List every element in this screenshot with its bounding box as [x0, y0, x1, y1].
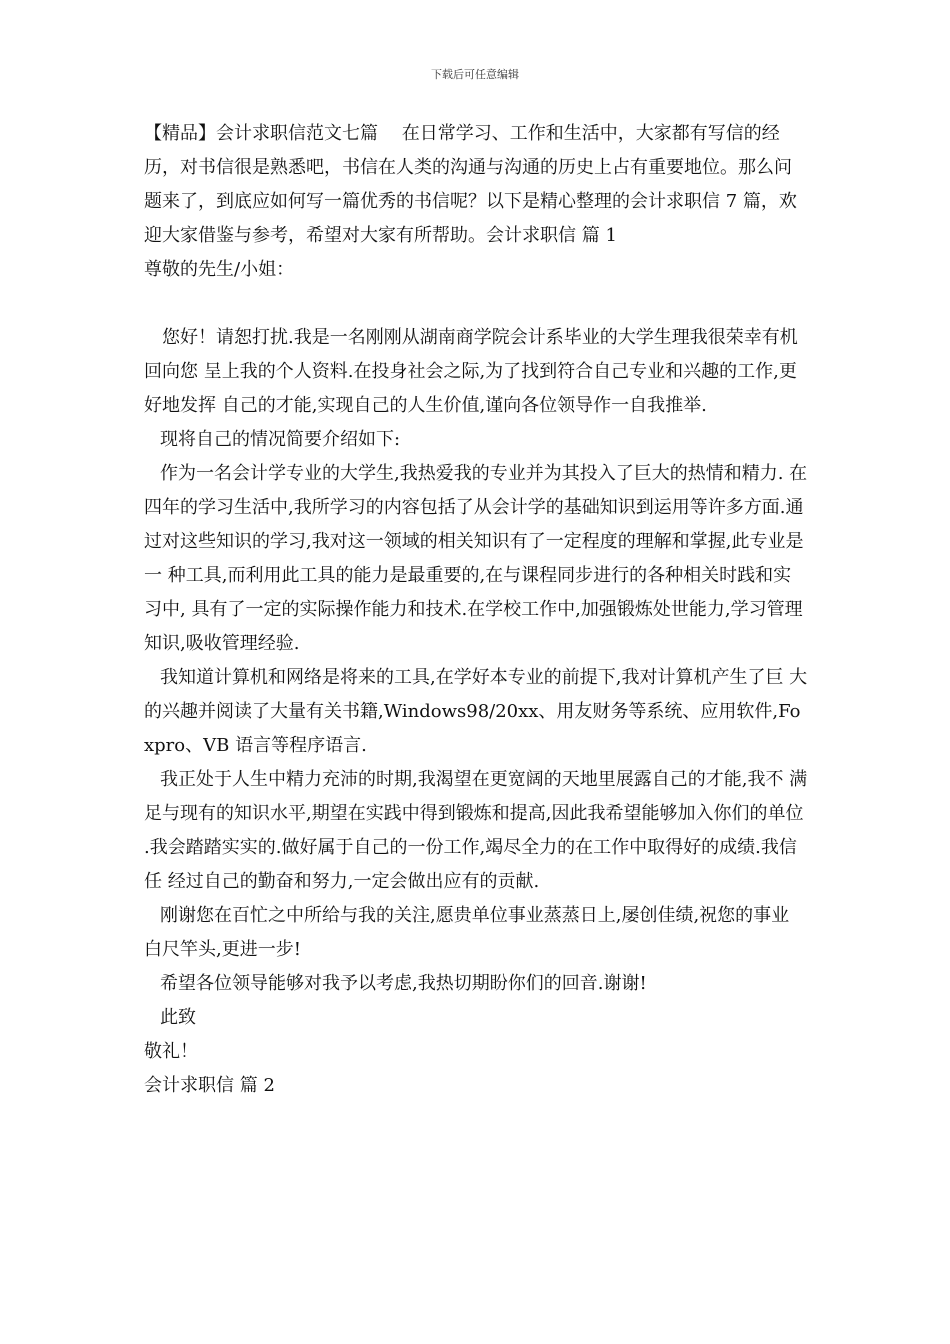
blank-line [144, 287, 808, 321]
aspiration-paragraph: 我正处于人生中精力充沛的时期,我渴望在更宽阔的天地里展露自己的才能,我不 满足与现有的知识水平,期望在实践中得到锻炼和提高,因此我希望能够加入你们的单位 .我会踏踏实实的.做好属于自己的一份工作,竭尽全力的在工作中取得好的成绩.我信任 经过自己的勤奋和努力,一定会做出应有的贡献. [144, 769, 808, 892]
thanks-paragraph: 刚谢您在百忙之中所给与我的关注,愿贵单位事业蒸蒸日上,屡创佳绩,祝您的事业 白尺竿头,更进一步! [144, 905, 790, 960]
intro-self-paragraph: 现将自己的情况简要介绍如下: [160, 429, 401, 450]
document-body [144, 117, 808, 1103]
greeting-paragraph: 您好！请恕打扰.我是一名刚刚从湖南商学院会计系毕业的大学生理我很荣幸有机回向您 呈上我的个人资料.在投身社会之际,为了找到符合自己专业和兴趣的工作,更好地发挥 自己的才能,实现自己的人生价值,谨向各位领导作一自我推举. [144, 327, 798, 416]
intro-paragraph: 【精品】会计求职信范文七篇 在日常学习、工作和生活中，大家都有写信的经历，对书信很是熟悉吧，书信在人类的沟通与沟通的历史上占有重要地位。那么问题来了，到底应如何写一篇优秀的书信呢？以下是精心整理的会计求职信 7 篇，欢迎大家借鉴与参考，希望对大家有所帮助。会计求职信 篇 1 [144, 123, 797, 246]
salutation: 尊敬的先生/小姐： [144, 259, 295, 280]
computer-skills-paragraph: 我知道计算机和网络是将来的工具,在学好本专业的前提下,我对计算机产生了巨 大的兴趣并阅读了大量有关书籍,Windows98/20xx、用友财务等系统、应用软件,Foxpro、VB 语言等程序语言. [144, 667, 808, 756]
section-heading-2: 会计求职信 篇 2 [144, 1075, 275, 1096]
closing-jingli: 敬礼！ [144, 1041, 198, 1062]
hope-paragraph: 希望各位领导能够对我予以考虑,我热切期盼你们的回音.谢谢! [160, 973, 647, 994]
page-header: 下载后可任意编辑 [431, 68, 519, 81]
major-paragraph: 作为一名会计学专业的大学生,我热爱我的专业并为其投入了巨大的热情和精力. 在四年的学习生活中,我所学习的内容包括了从会计学的基础知识到运用等许多方面.通 过对这些知识的学习,我对这一领域的相关知识有了一定程度的理解和掌握,此专业是一 种工具,而利用此工具的能力是最重要的,在与课程同步进行的各种相关时践和实习中, 具有了一定的实际操作能力和技术.在学校工作中,加强锻炼处世能力,学习管理知识,吸收管理经验. [144, 463, 808, 654]
closing-cizhi: 此致 [160, 1007, 196, 1028]
